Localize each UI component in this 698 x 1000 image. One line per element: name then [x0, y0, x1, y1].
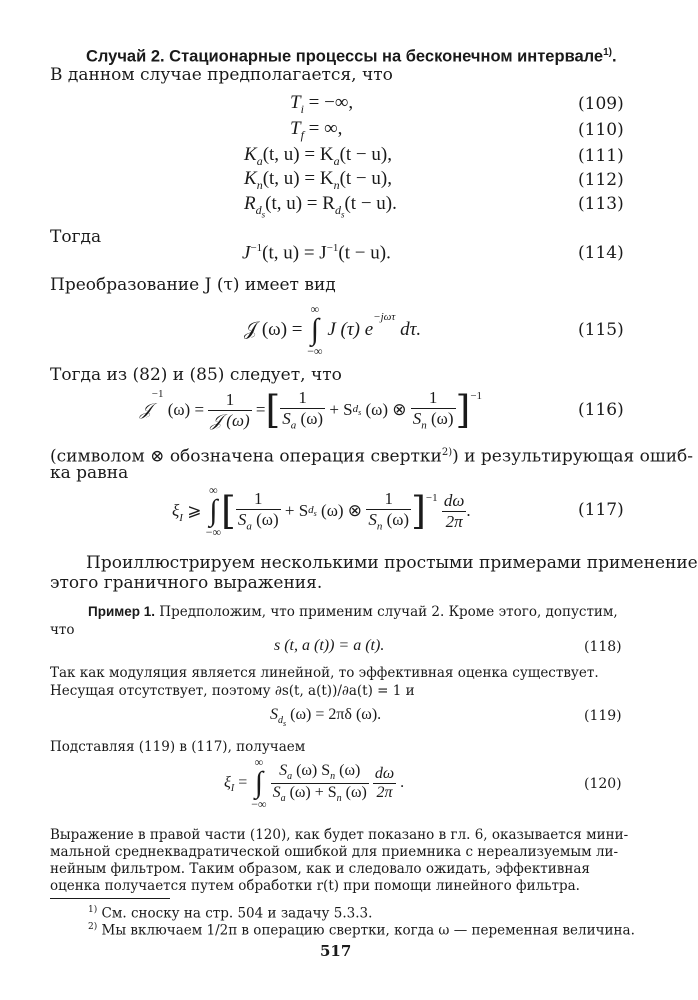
page-number: 517 — [320, 942, 352, 960]
right-bracket: ] — [455, 388, 471, 432]
transform-text: Преобразование J (τ) имеет вид — [50, 275, 336, 295]
equation-number-118: (118) — [584, 639, 622, 655]
footnote-2: $^{2)}$ Мы включаем 1/2π в операцию свертки, когда ω — переменная величина. — [88, 922, 635, 939]
final-line1: Выражение в правой части (120), как будет показано в гл. 6, оказывается мини- — [50, 827, 629, 843]
equation-number-110: (110) — [578, 120, 624, 140]
integral-sign: ∞ ∫ −∞ — [205, 483, 222, 539]
equation-number-114: (114) — [578, 243, 624, 263]
equation-number-117: (117) — [578, 500, 624, 520]
substitute-text: Подставляя (119) в (117), получаем — [50, 739, 306, 755]
fraction: $\frac{1}{S_a (\omega)}$ — [282, 388, 324, 432]
equation-120: ξ $_I$ = ∞ ∫ −∞ $\frac{S_a (\omega) S_n (\omega)}{S_a (\omega) + S_n (\omega)}$ $\frac{d\omega}{2\pi}$ . — [224, 755, 405, 811]
final-line3: нейным фильтром. Таким образом, как и следовало ожидать, эффективная — [50, 861, 590, 877]
equation-111: $K_a(t$, $u) = K_a(t - u)$, — [244, 144, 392, 168]
left-bracket: [ — [265, 388, 281, 432]
equation-117: ξ $_I$ ⩾ ∞ ∫ −∞ [ $\frac{1}{S_a (\omega)}$ + S $d_s$ (ω) ⊗ $\frac{1}{S_n (\omega)}$ ] $^{-1}$ $\frac{d\omega}{2\pi}$ . — [172, 483, 471, 539]
example-line1: Пример 1. Предположим, что применим случай 2. Кроме этого, допустим, — [88, 604, 618, 620]
equation-109: $T_i$ = −∞, — [290, 92, 354, 116]
equals-sign: = — [251, 400, 266, 419]
equation-114: $J^{-1}(t$, $u) = J^{-1}(t - u)$. — [242, 242, 391, 264]
equation-number-113: (113) — [578, 194, 624, 214]
fraction: $\frac{d\omega}{2\pi}$ — [443, 490, 465, 531]
equation-119: $S_{d_s}$ (ω) = 2πδ (ω). — [270, 706, 382, 729]
convolution-text-line2: ка равна — [50, 463, 129, 483]
integral-sign: ∞ ∫ −∞ — [251, 755, 267, 811]
then-text: Тогда из (82) и (85) следует, что — [50, 365, 342, 385]
equation-110: $T_f$ = ∞, — [290, 118, 343, 142]
fraction: $\frac{1}{S_n (\omega)}$ — [412, 388, 454, 432]
integral-sign: ∞ ∫ −∞ — [307, 302, 323, 358]
final-line4: оценка получается путем обработки r(t) при помощи линейного фильтра. — [50, 878, 580, 894]
equation-number-116: (116) — [578, 400, 624, 420]
equation-112: $K_n(t$, $u) = K_n(t - u)$, — [244, 168, 392, 192]
case-heading-text: Случай 2. Стационарные процессы на бесконечном интервале — [86, 47, 604, 66]
equation-115: 𝒥 (ω) = ∞ ∫ −∞ J (τ) e $^{-j\omega\tau}$ dτ. — [244, 302, 422, 358]
equation-number-109: (109) — [578, 94, 624, 114]
fraction: $\frac{S_a (\omega) S_n (\omega)}{S_a (\omega) + S_n (\omega)}$ — [272, 762, 367, 804]
modulation-line2: Несущая отсутствует, поэтому ∂s(t, a(t))/∂a(t) = 1 и — [50, 683, 415, 699]
equation-number-112: (112) — [578, 170, 624, 190]
left-bracket: [ — [221, 489, 236, 533]
fraction: $\frac{1}{S_n (\omega)}$ — [368, 489, 410, 533]
equation-number-115: (115) — [578, 320, 624, 340]
case-heading: Случай 2. Стационарные процессы на бесконечном интервале$^{1)}$. — [86, 47, 617, 66]
equation-number-120: (120) — [584, 776, 622, 792]
modulation-line1: Так как модуляция является линейной, то эффективная оценка существует. — [50, 665, 599, 681]
equation-number-111: (111) — [578, 146, 624, 166]
footnote-ref: 1) — [603, 47, 613, 58]
equation-number-119: (119) — [584, 708, 622, 724]
convolution-text-line1: (символом ⊗ обозначена операция свертки$^{2)}$) и результирующая ошиб- — [50, 446, 694, 467]
illustrate-line1: Проиллюстрируем несколькими простыми примерами применение — [86, 553, 698, 573]
example-line2: что — [50, 622, 75, 638]
fraction: $\frac{1}{S_a (\omega)}$ — [237, 489, 279, 533]
right-bracket: ] — [411, 489, 426, 533]
fraction: $\frac{1}{\text{𝒥 (ω)}}$ — [210, 389, 250, 430]
equation-113: $R_{d_s}(t$, $u) = R_{d_s}(t - u)$. — [244, 193, 397, 220]
final-line2: мальной среднеквадратической ошибкой для приемника с нереализуемым ли- — [50, 844, 619, 860]
equation-118: s (t, a (t)) = a (t). — [274, 637, 385, 654]
togda-text: Тогда — [50, 227, 102, 247]
fraction: $\frac{d\omega}{2\pi}$ — [374, 764, 395, 801]
footnote-divider — [50, 898, 170, 899]
illustrate-line2: этого граничного выражения. — [50, 573, 323, 593]
intro-text: В данном случае предполагается, что — [50, 65, 393, 85]
footnote-1: $^{1)}$ См. сноску на стр. 504 и задачу 5.3.3. — [88, 905, 373, 922]
equation-116: 𝒥 −1 (ω) = $\frac{1}{\text{𝒥 (ω)}}$ = [ $\frac{1}{S_a (\omega)}$ + S $d_s$ (ω) ⊗ $\frac{1}{S_n (\omega)}$ ] $^{-1}$ — [140, 388, 483, 432]
